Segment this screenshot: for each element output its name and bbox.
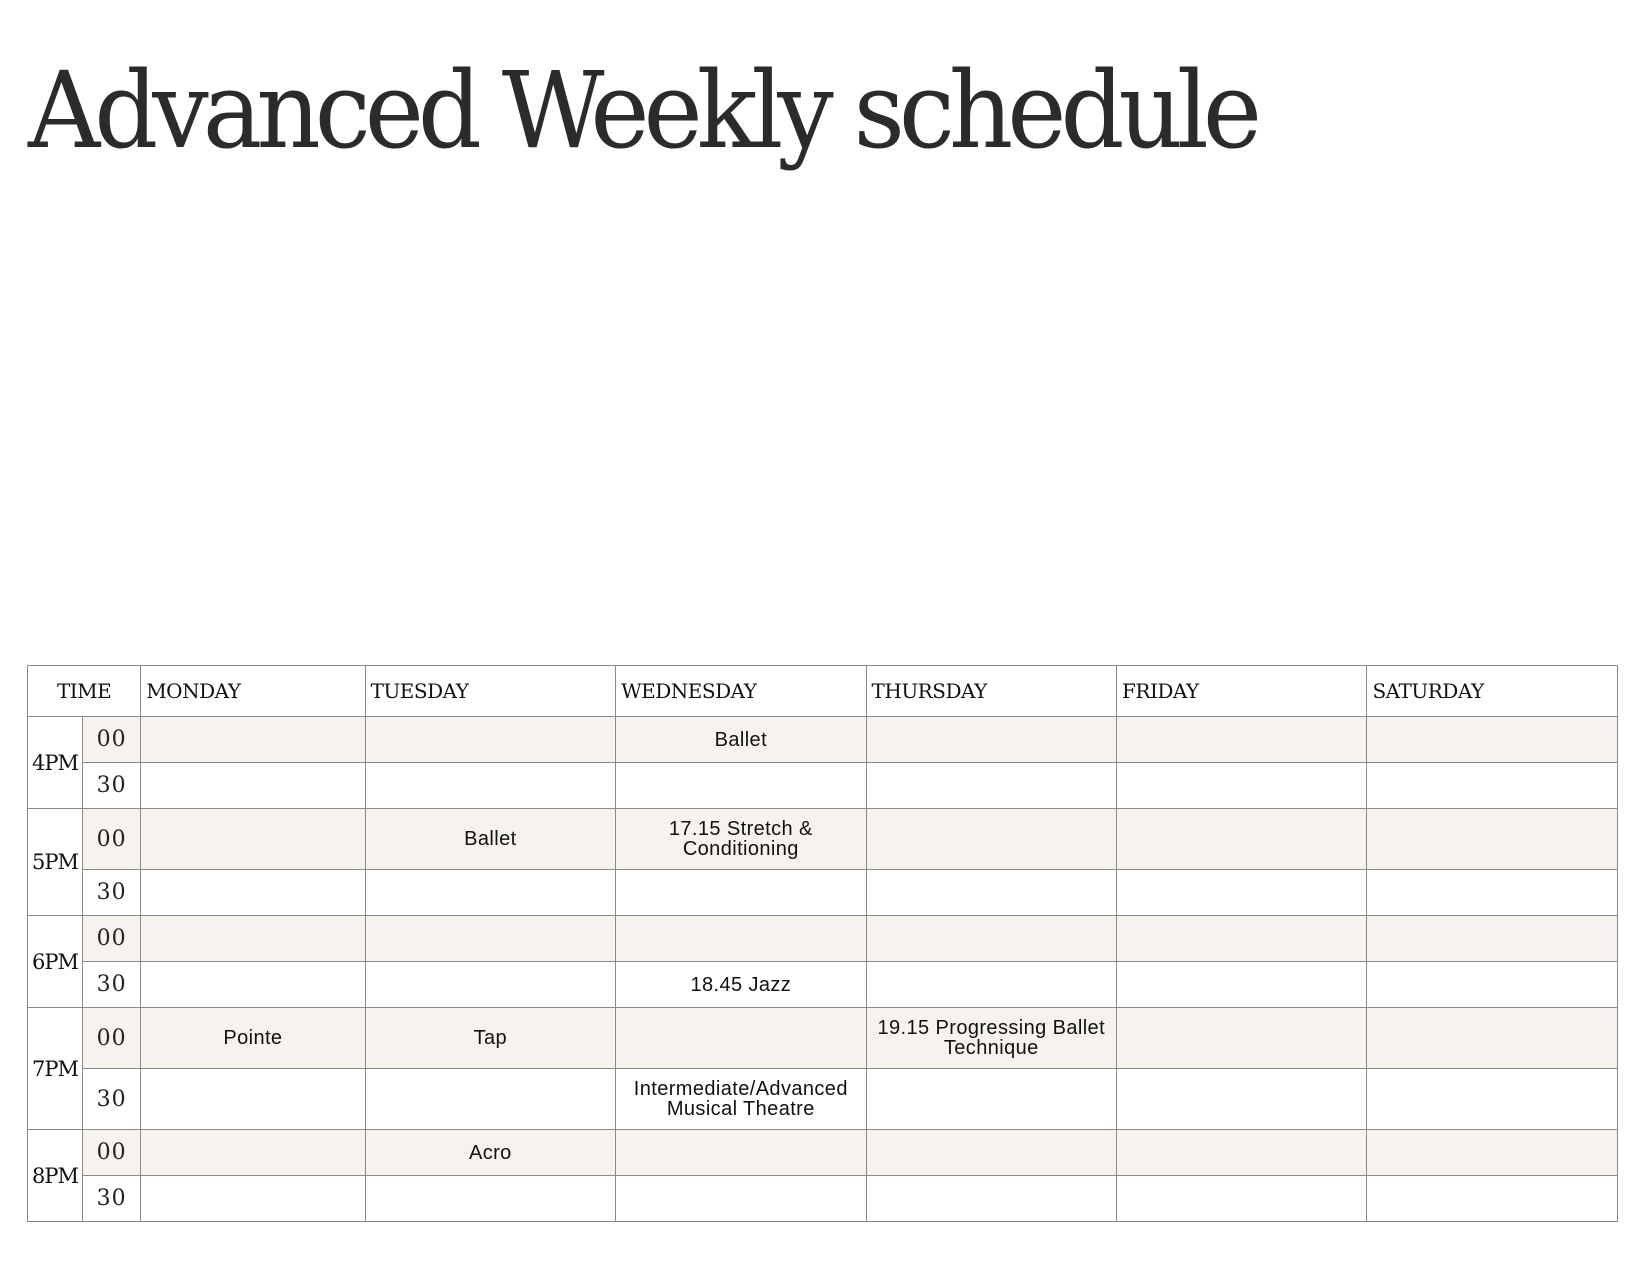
slot-tuesday bbox=[365, 1176, 615, 1222]
header-row bbox=[28, 666, 1618, 717]
slot-friday bbox=[1117, 1176, 1367, 1222]
slot-saturday bbox=[1367, 1176, 1618, 1222]
day-header-thursday: THURSDAY bbox=[866, 666, 1116, 717]
slot-monday bbox=[141, 916, 365, 962]
minute-label: 00 bbox=[83, 809, 141, 870]
slot-thursday bbox=[866, 809, 1116, 870]
schedule-body bbox=[28, 717, 1618, 1222]
slot-wednesday: Ballet bbox=[616, 717, 866, 763]
schedule-row bbox=[28, 870, 1618, 916]
day-header-monday: MONDAY bbox=[141, 666, 365, 717]
slot-friday bbox=[1117, 1069, 1367, 1130]
slot-wednesday: 17.15 Stretch & Conditioning bbox=[616, 809, 866, 870]
minute-label: 00 bbox=[83, 717, 141, 763]
hour-label: 5PM bbox=[28, 809, 83, 916]
time-header: TIME bbox=[28, 666, 141, 717]
slot-saturday bbox=[1367, 1069, 1618, 1130]
hour-label: 7PM bbox=[28, 1008, 83, 1130]
slot-saturday bbox=[1367, 1008, 1618, 1069]
slot-monday bbox=[141, 1176, 365, 1222]
slot-friday bbox=[1117, 809, 1367, 870]
slot-thursday bbox=[866, 1130, 1116, 1176]
slot-tuesday bbox=[365, 1069, 615, 1130]
minute-label: 00 bbox=[83, 1008, 141, 1069]
slot-thursday: 19.15 Progressing Ballet Technique bbox=[866, 1008, 1116, 1069]
day-header-friday: FRIDAY bbox=[1117, 666, 1367, 717]
minute-label: 30 bbox=[83, 962, 141, 1008]
minute-label: 00 bbox=[83, 916, 141, 962]
schedule-row bbox=[28, 1130, 1618, 1176]
slot-tuesday: Acro bbox=[365, 1130, 615, 1176]
slot-thursday bbox=[866, 870, 1116, 916]
slot-thursday bbox=[866, 1176, 1116, 1222]
slot-tuesday bbox=[365, 870, 615, 916]
slot-tuesday bbox=[365, 717, 615, 763]
slot-friday bbox=[1117, 717, 1367, 763]
slot-saturday bbox=[1367, 763, 1618, 809]
slot-wednesday: Intermediate/Advanced Musical Theatre bbox=[616, 1069, 866, 1130]
hour-label: 4PM bbox=[28, 717, 83, 809]
day-header-wednesday: WEDNESDAY bbox=[616, 666, 866, 717]
slot-wednesday bbox=[616, 763, 866, 809]
schedule-row bbox=[28, 1069, 1618, 1130]
minute-label: 30 bbox=[83, 870, 141, 916]
slot-saturday bbox=[1367, 809, 1618, 870]
slot-friday bbox=[1117, 962, 1367, 1008]
slot-saturday bbox=[1367, 870, 1618, 916]
slot-tuesday bbox=[365, 763, 615, 809]
slot-monday bbox=[141, 1069, 365, 1130]
slot-wednesday bbox=[616, 1130, 866, 1176]
slot-thursday bbox=[866, 1069, 1116, 1130]
slot-saturday bbox=[1367, 1130, 1618, 1176]
slot-friday bbox=[1117, 763, 1367, 809]
slot-saturday bbox=[1367, 962, 1618, 1008]
schedule-row bbox=[28, 763, 1618, 809]
slot-monday: Pointe bbox=[141, 1008, 365, 1069]
slot-thursday bbox=[866, 962, 1116, 1008]
schedule-row bbox=[28, 1008, 1618, 1069]
slot-saturday bbox=[1367, 717, 1618, 763]
schedule-row bbox=[28, 717, 1618, 763]
slot-thursday bbox=[866, 916, 1116, 962]
schedule-row bbox=[28, 809, 1618, 870]
schedule-row bbox=[28, 962, 1618, 1008]
slot-friday bbox=[1117, 1008, 1367, 1069]
page-title: Advanced Weekly schedule bbox=[28, 48, 1257, 173]
slot-monday bbox=[141, 717, 365, 763]
minute-label: 30 bbox=[83, 1176, 141, 1222]
slot-wednesday bbox=[616, 916, 866, 962]
day-header-tuesday: TUESDAY bbox=[365, 666, 615, 717]
slot-wednesday bbox=[616, 1008, 866, 1069]
slot-tuesday: Ballet bbox=[365, 809, 615, 870]
slot-saturday bbox=[1367, 916, 1618, 962]
minute-label: 00 bbox=[83, 1130, 141, 1176]
hour-label: 6PM bbox=[28, 916, 83, 1008]
slot-tuesday bbox=[365, 916, 615, 962]
slot-friday bbox=[1117, 916, 1367, 962]
slot-monday bbox=[141, 962, 365, 1008]
hour-label: 8PM bbox=[28, 1130, 83, 1222]
slot-wednesday bbox=[616, 870, 866, 916]
slot-tuesday: Tap bbox=[365, 1008, 615, 1069]
slot-monday bbox=[141, 870, 365, 916]
slot-wednesday: 18.45 Jazz bbox=[616, 962, 866, 1008]
minute-label: 30 bbox=[83, 1069, 141, 1130]
slot-friday bbox=[1117, 1130, 1367, 1176]
minute-label: 30 bbox=[83, 763, 141, 809]
schedule-row bbox=[28, 916, 1618, 962]
slot-thursday bbox=[866, 763, 1116, 809]
slot-thursday bbox=[866, 717, 1116, 763]
day-header-saturday: SATURDAY bbox=[1367, 666, 1618, 717]
slot-monday bbox=[141, 809, 365, 870]
slot-tuesday bbox=[365, 962, 615, 1008]
weekly-schedule-table bbox=[27, 665, 1618, 1222]
slot-friday bbox=[1117, 870, 1367, 916]
slot-monday bbox=[141, 1130, 365, 1176]
slot-monday bbox=[141, 763, 365, 809]
slot-wednesday bbox=[616, 1176, 866, 1222]
schedule-row bbox=[28, 1176, 1618, 1222]
